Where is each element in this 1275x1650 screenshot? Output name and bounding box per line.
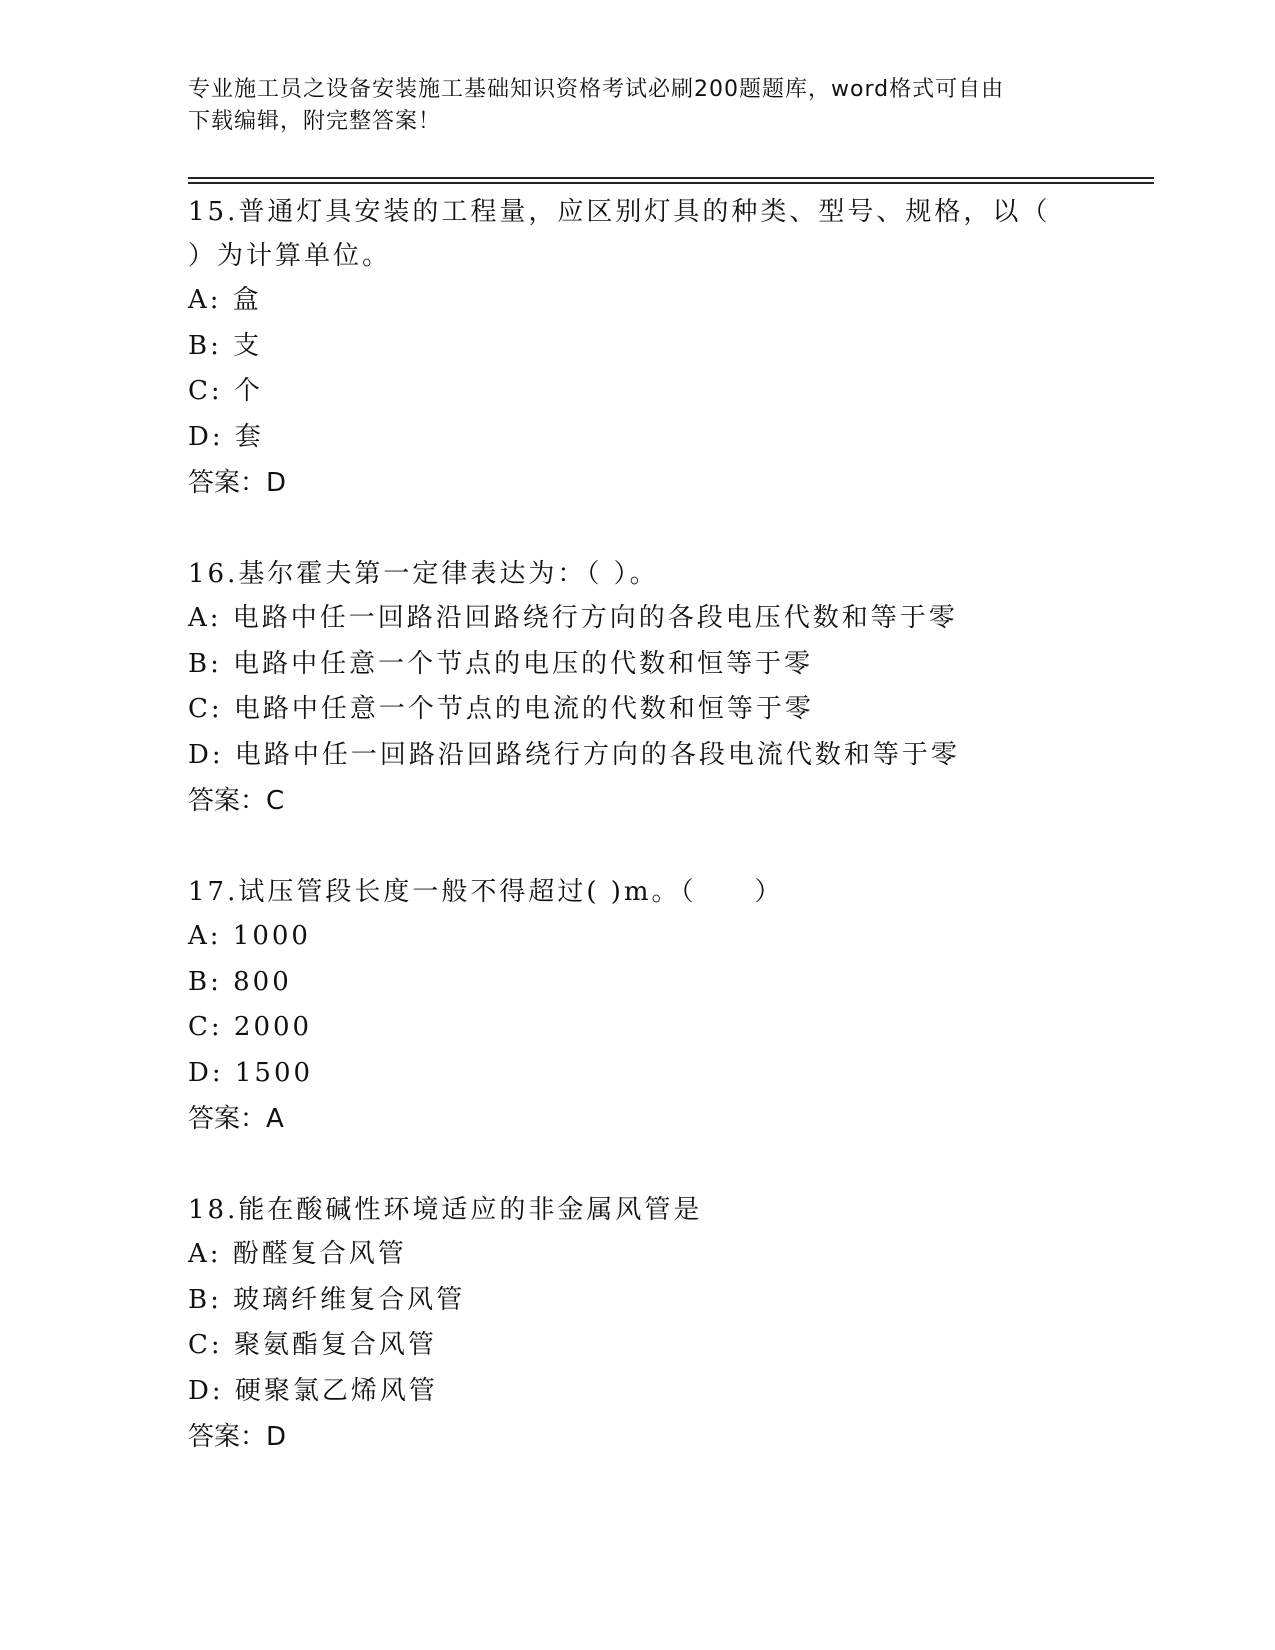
answer: 答案：D (188, 1422, 287, 1452)
option-b: B: 800 (188, 966, 292, 997)
question-text: 15.普通灯具安装的工程量，应区别灯具的种类、型号、规格，以（ (188, 197, 1051, 227)
answer: 答案：C (188, 786, 285, 816)
option-a: A: 酚醛复合风管 (188, 1239, 407, 1269)
question-15 (188, 190, 1148, 506)
question-text: 17.试压管段长度一般不得超过( )m。（ ） (188, 877, 784, 907)
option-a: A: 盒 (188, 285, 262, 315)
question-17 (188, 870, 1148, 1142)
option-c: C: 个 (188, 376, 263, 406)
option-c: C: 电路中任意一个节点的电流的代数和恒等于零 (188, 694, 814, 724)
question-text: 18.能在酸碱性环境适应的非金属风管是 (188, 1195, 703, 1225)
option-d: D: 电路中任一回路沿回路绕行方向的各段电流代数和等于零 (188, 739, 960, 770)
question-list (188, 190, 1148, 1506)
option-d: D: 套 (188, 421, 264, 452)
document-header (188, 74, 1068, 138)
question-text-continued: ）为计算单位。 (188, 241, 392, 271)
question-16 (188, 552, 1148, 824)
header-line-2: 下载编辑，附完整答案！ (188, 109, 442, 134)
question-18 (188, 1188, 1148, 1460)
header-divider-top (188, 177, 1154, 179)
option-b: B: 支 (188, 330, 263, 361)
option-b: B: 电路中任意一个节点的电压的代数和恒等于零 (188, 648, 814, 679)
answer: 答案：D (188, 468, 287, 498)
option-a: A: 电路中任一回路沿回路绕行方向的各段电压代数和等于零 (188, 603, 958, 633)
option-d: D: 硬聚氯乙烯风管 (188, 1375, 438, 1406)
option-a: A: 1000 (188, 921, 311, 951)
option-b: B: 玻璃纤维复合风管 (188, 1284, 466, 1315)
question-text: 16.基尔霍夫第一定律表达为：（ ）。 (188, 559, 659, 589)
option-c: C: 聚氨酯复合风管 (188, 1330, 437, 1360)
header-divider-bottom (188, 182, 1154, 184)
option-d: D: 1500 (188, 1057, 314, 1088)
header-line-1: 专业施工员之设备安装施工基础知识资格考试必刷200题题库，word格式可自由 (188, 77, 1005, 102)
option-c: C: 2000 (188, 1012, 313, 1042)
answer: 答案：A (188, 1104, 284, 1134)
